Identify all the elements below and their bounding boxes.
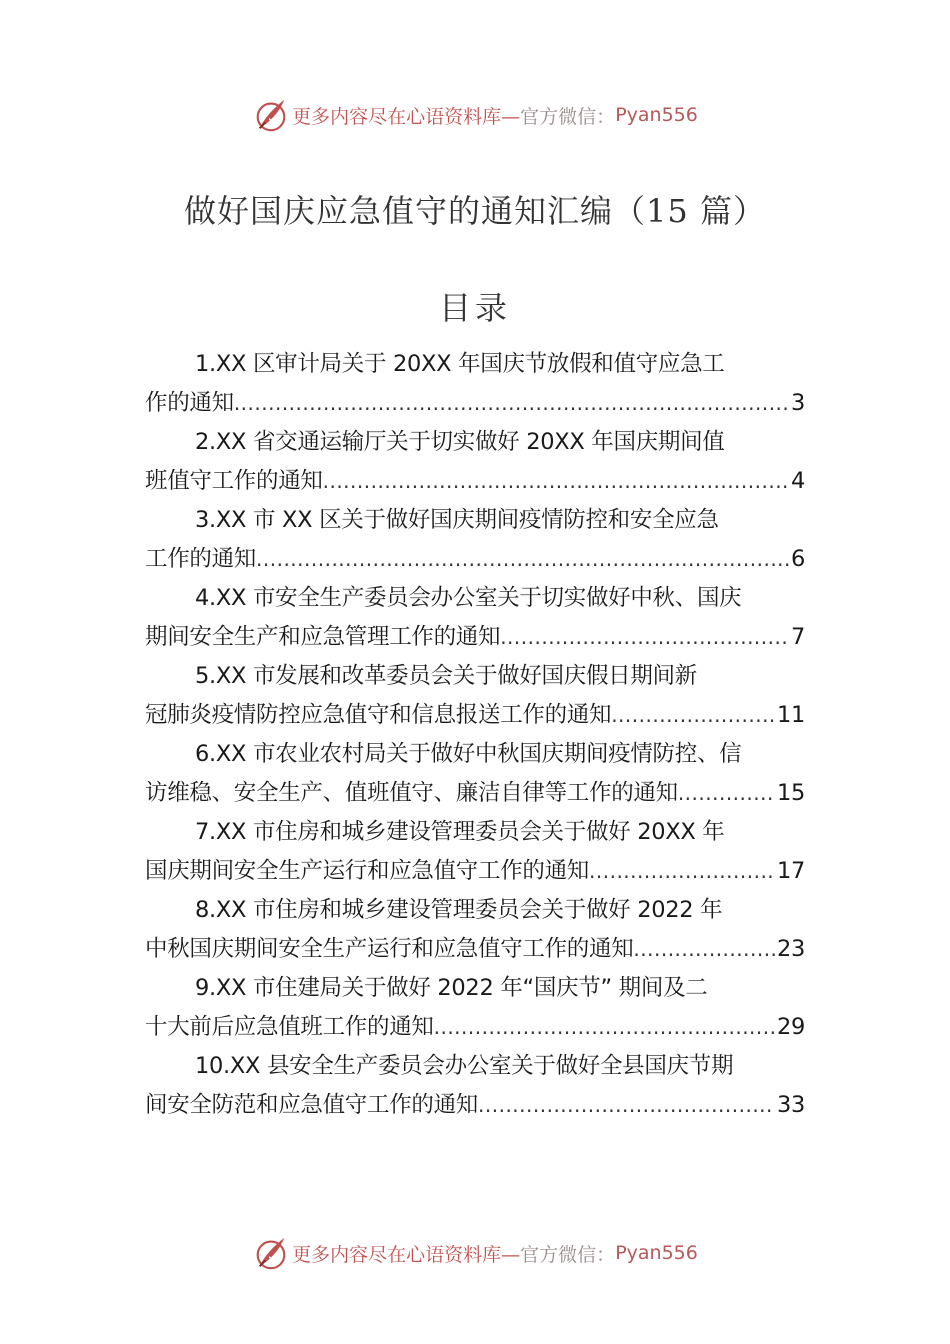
footer-banner [0, 1233, 950, 1273]
toc-entry-page: 11 [776, 702, 805, 728]
toc-entry-title-line1: 4.XX 市安全生产委员会办公室关于切实做好中秋、国庆 [195, 585, 742, 611]
toc-entry-title-line1: 2.XX 省交通运输厅关于切实做好 20XX 年国庆期间值 [195, 429, 725, 455]
toc-leader-dots [633, 930, 775, 969]
toc-entry[interactable] [145, 735, 805, 813]
toc-entry-page: 3 [790, 390, 805, 416]
toc-heading: 目录 [438, 289, 511, 327]
banner-wechat-account: Pyan556 [615, 104, 698, 126]
toc-entry-title-line2: 冠肺炎疫情防控应急值守和信息报送工作的通知 [145, 702, 612, 728]
toc-leader-dots [500, 618, 789, 657]
toc-entry-title-line2: 间安全防范和应急值守工作的通知 [145, 1092, 479, 1118]
toc-leader-dots [611, 696, 775, 735]
toc-entry-title-line2: 国庆期间安全生产运行和应急值守工作的通知 [145, 858, 590, 884]
toc-leader-dots [323, 462, 789, 501]
toc-entry[interactable] [145, 345, 805, 423]
toc-entry[interactable] [145, 423, 805, 501]
toc-entry-title-line1: 5.XX 市发展和改革委员会关于做好国庆假日期间新 [195, 663, 697, 689]
toc-entry-title-line1: 9.XX 市住建局关于做好 2022 年“国庆节” 期间及二 [195, 975, 708, 1001]
toc-entry-title-line2: 访维稳、安全生产、值班值守、廉洁自律等工作的通知 [145, 780, 678, 806]
toc-leader-dots [256, 540, 789, 579]
quill-logo-icon [252, 1234, 290, 1272]
toc-entry-title-line1: 7.XX 市住房和城乡建设管理委员会关于做好 20XX 年 [195, 819, 725, 845]
toc-leader-dots [434, 1008, 775, 1047]
toc-entry-page: 15 [776, 780, 805, 806]
banner-slogan: 更多内容尽在心语资料库— [292, 105, 521, 128]
toc-entry-title-line1: 6.XX 市农业农村局关于做好中秋国庆期间疫情防控、信 [195, 741, 742, 767]
toc-entry-page: 6 [790, 546, 805, 572]
toc-entry[interactable] [145, 813, 805, 891]
toc-entry[interactable] [145, 657, 805, 735]
toc-entry[interactable] [145, 1047, 805, 1125]
toc-entry-title-line2: 班值守工作的通知 [145, 468, 323, 494]
toc-entry[interactable] [145, 891, 805, 969]
toc-entry-title-line1: 10.XX 县安全生产委员会办公室关于做好全县国庆节期 [195, 1053, 734, 1079]
toc-entry-title-line2: 工作的通知 [145, 546, 257, 572]
toc-entry[interactable] [145, 501, 805, 579]
toc-entry[interactable] [145, 579, 805, 657]
banner-slogan: 更多内容尽在心语资料库— [292, 1243, 521, 1266]
toc-entry-page: 23 [776, 936, 805, 962]
toc-leader-dots [678, 774, 775, 813]
toc-leader-dots [589, 852, 775, 891]
toc-entry-title-line2: 作的通知 [145, 390, 234, 416]
toc-entry[interactable] [145, 969, 805, 1047]
toc-entry-page: 29 [776, 1014, 805, 1040]
banner-wechat-label: 官方微信： [520, 105, 616, 128]
document-title: 做好国庆应急值守的通知汇编（15 篇） [184, 192, 766, 230]
quill-logo-icon [252, 96, 290, 134]
toc-entry-page: 7 [790, 624, 805, 650]
toc-entry-title-line1: 3.XX 市 XX 区关于做好国庆期间疫情防控和安全应急 [195, 507, 719, 533]
toc-entry-title-line2: 期间安全生产和应急管理工作的通知 [145, 624, 501, 650]
toc-entry-page: 17 [776, 858, 805, 884]
toc-entry-page: 33 [776, 1092, 805, 1118]
toc-entry-page: 4 [790, 468, 805, 494]
toc-entry-title-line2: 中秋国庆期间安全生产运行和应急值守工作的通知 [145, 936, 634, 962]
toc-entry-title-line1: 1.XX 区审计局关于 20XX 年国庆节放假和值守应急工 [195, 351, 725, 377]
header-banner [0, 95, 950, 135]
toc-leader-dots [478, 1086, 775, 1125]
table-of-contents [145, 345, 805, 1125]
toc-entry-title-line2: 十大前后应急值班工作的通知 [145, 1014, 434, 1040]
banner-wechat-account: Pyan556 [615, 1242, 698, 1264]
banner-wechat-label: 官方微信： [520, 1243, 616, 1266]
toc-leader-dots [234, 384, 789, 423]
toc-entry-title-line1: 8.XX 市住房和城乡建设管理委员会关于做好 2022 年 [195, 897, 723, 923]
